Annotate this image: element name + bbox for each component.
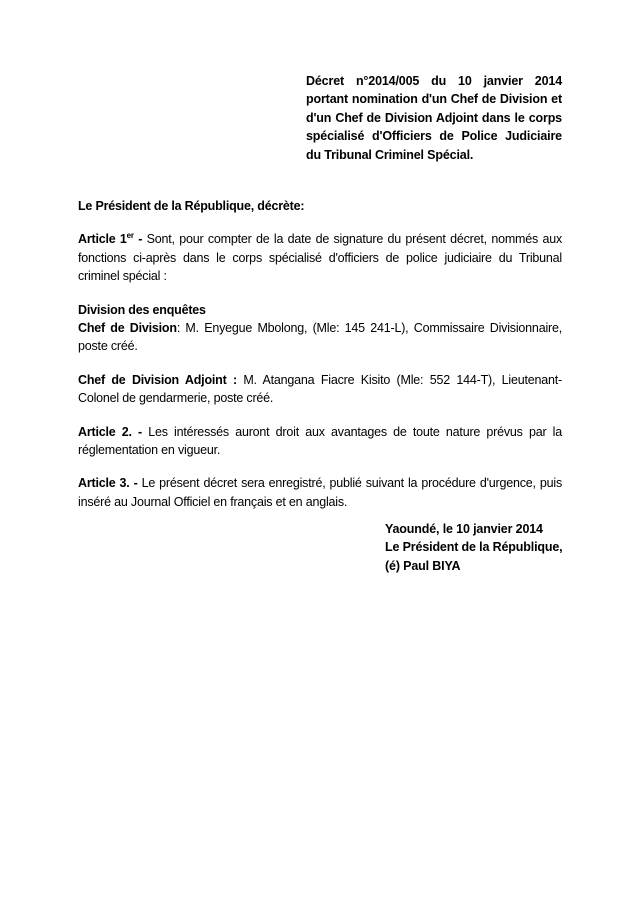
article-3-text: Le présent décret sera enregistré, publié suivant la procédure d'urgence, puis inséré au Journal Officiel en français et en anglais.: [78, 476, 562, 509]
chef-de-division: [78, 319, 562, 356]
article-1: [78, 230, 562, 285]
article-1-label-sup: er: [126, 231, 134, 241]
adjoint-text: M. Atangana Fiacre Kisito (Mle: 552 144-T), Lieutenant-Colonel de gendarmerie, poste créé.: [78, 372, 562, 406]
signature-name: (é) Paul BIYA: [385, 558, 461, 573]
article-2-label: Article 2. -: [78, 424, 142, 439]
signature-role: Le Président de la République,: [385, 540, 563, 555]
division-heading: Division des enquêtes: [78, 302, 206, 317]
article-2: [78, 423, 562, 460]
article-1-label-main: Article 1: [78, 232, 127, 247]
decree-body: [78, 197, 562, 511]
article-1-text: Sont, pour compter de la date de signature du présent décret, nommés aux fonctions ci-après dans le corps spécialisé d'officiers de police judiciaire du Tribunal criminel spécial :: [78, 232, 563, 284]
preamble: Le Président de la République, décrète:: [78, 199, 305, 213]
article-2-text: Les intéressés auront droit aux avantages de toute nature prévus par la réglementation en vigueur.: [78, 424, 562, 458]
decree-title: Décret n°2014/005 du 10 janvier 2014 portant nomination d'un Chef de Division et d'un Chef de Division Adjoint dans le corps spécialisé d'Officiers de Police Judiciaire du Tribunal Criminel Spécial.: [306, 74, 562, 162]
signature-place-date: Yaoundé, le 10 janvier 2014: [385, 522, 543, 536]
chef-text: : M. Enyegue Mbolong, (Mle: 145 241-L), Commissaire Divisionnaire, poste créé.: [78, 321, 563, 354]
signature-block: [385, 520, 565, 575]
chef-label: Chef de Division: [78, 321, 177, 336]
article-3-label: Article 3. -: [78, 476, 138, 491]
chef-de-division-adjoint: [78, 371, 562, 408]
article-1-label-dash: -: [133, 232, 147, 247]
article-1-label: [78, 232, 147, 246]
article-3: [78, 474, 562, 511]
adjoint-label: Chef de Division Adjoint :: [78, 372, 237, 387]
